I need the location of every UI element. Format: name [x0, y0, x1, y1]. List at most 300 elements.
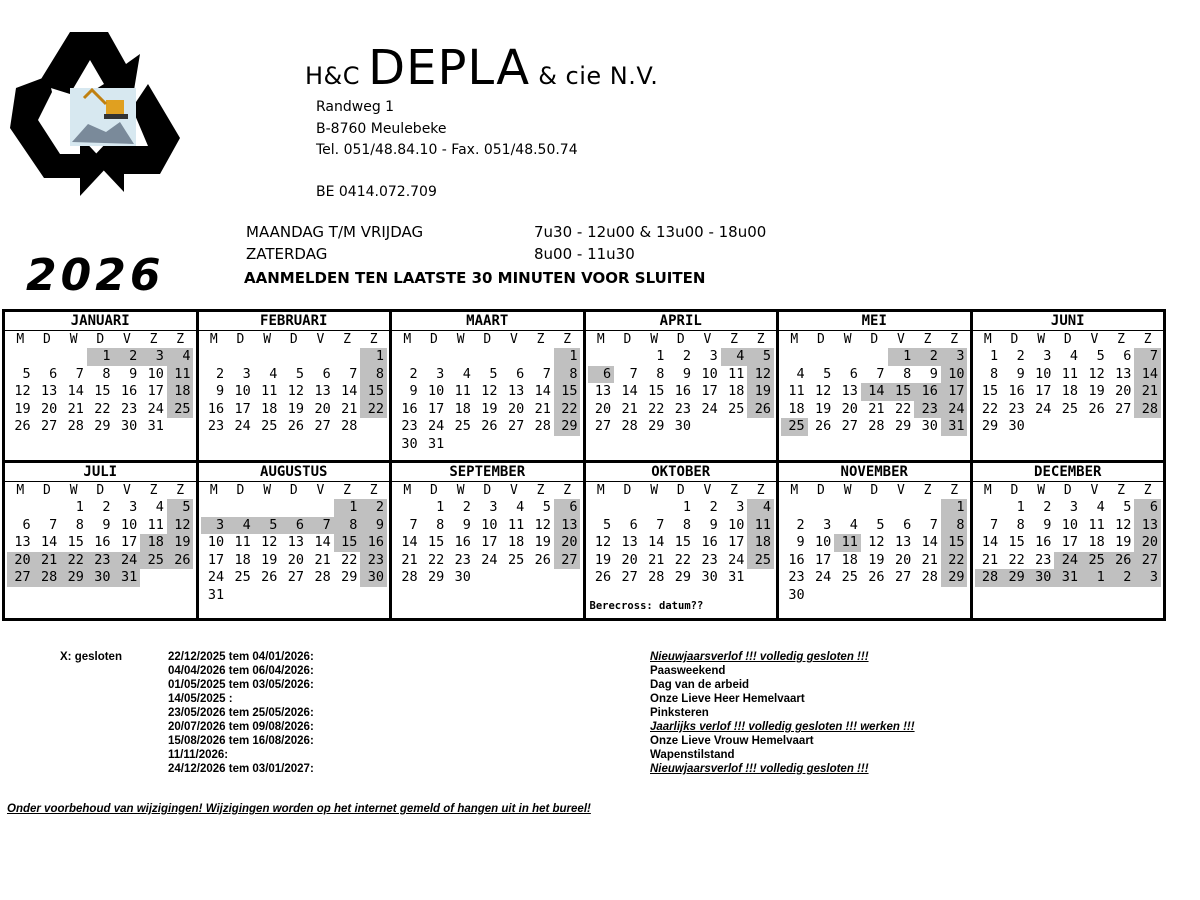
day: 16 — [401, 400, 418, 417]
legend-event: Pinksteren — [650, 707, 709, 719]
day-closed: 1 — [554, 348, 581, 366]
day: 1 — [75, 499, 84, 515]
empty-day — [334, 348, 361, 366]
legend-dates: 15/08/2026 tem 16/08/2026: — [168, 735, 314, 747]
empty-day — [34, 348, 61, 366]
day-closed: 18 — [167, 383, 194, 401]
legend-event: Nieuwjaarsverlof !!! volledig gesloten !!! — [650, 651, 869, 663]
day: 5 — [1096, 348, 1105, 364]
weekday-header: W — [456, 332, 465, 347]
weekday-header: Z — [149, 332, 158, 347]
day: 4 — [155, 499, 164, 515]
day: 1 — [990, 348, 999, 364]
day-closed: 17 — [941, 383, 968, 401]
day: 29 — [894, 418, 912, 434]
day: 22 — [648, 400, 665, 417]
month-name: NOVEMBER — [779, 463, 970, 482]
company-name-main: DEPLA — [368, 40, 531, 96]
day: 16 — [94, 534, 111, 550]
weekday-header: D — [289, 332, 298, 347]
day: 19 — [14, 400, 31, 417]
weekday-header: D — [430, 332, 438, 347]
weekday-header: Z — [369, 483, 378, 498]
address-city: B-8760 Meulebeke — [316, 121, 447, 137]
day: 3 — [1043, 348, 1052, 364]
day: 16 — [701, 534, 718, 550]
day: 26 — [1088, 400, 1105, 417]
day: 22 — [894, 400, 912, 417]
day: 8 — [903, 365, 912, 382]
day: 12 — [14, 383, 31, 399]
empty-day — [280, 348, 307, 366]
weekday-header: D — [1010, 483, 1019, 498]
weekday-header: Z — [149, 483, 158, 498]
day-closed: 2 — [114, 348, 141, 366]
day: 28 — [341, 418, 358, 434]
day-closed: 20 — [1134, 534, 1161, 552]
weekday-header: M — [596, 483, 605, 498]
registration-notice: AANMELDEN TEN LAATSTE 30 MINUTEN VOOR SLUITEN — [244, 269, 706, 287]
day-closed: 5 — [254, 517, 281, 535]
day: 2 — [796, 516, 805, 533]
day-closed: 18 — [140, 534, 167, 552]
day: 29 — [341, 569, 358, 585]
day: 2 — [1016, 348, 1025, 364]
day: 10 — [147, 365, 164, 382]
day: 4 — [462, 365, 471, 382]
day-closed: 4 — [227, 517, 254, 535]
empty-day — [641, 499, 668, 517]
legend-event: Dag van de arbeid — [650, 679, 750, 691]
day: 11 — [728, 365, 745, 382]
day: 22 — [674, 551, 692, 568]
day: 26 — [815, 418, 832, 434]
day: 3 — [242, 365, 251, 382]
day: 17 — [428, 400, 445, 417]
day-closed: 19 — [167, 534, 194, 552]
day: 7 — [49, 516, 58, 533]
day-closed: 11 — [167, 366, 194, 384]
day: 21 — [341, 400, 358, 417]
day: 18 — [841, 551, 858, 568]
day: 5 — [1123, 499, 1132, 515]
day: 31 — [428, 435, 445, 452]
day: 21 — [921, 551, 938, 568]
legend-dates: 01/05/2025 tem 03/05/2026: — [168, 679, 314, 691]
day-closed: 1 — [941, 499, 968, 517]
weekday-header: Z — [923, 332, 932, 347]
day: 28 — [621, 418, 638, 434]
day: 16 — [788, 551, 805, 568]
day: 21 — [981, 551, 999, 568]
day: 10 — [1035, 365, 1052, 382]
month-april — [586, 312, 777, 460]
day: 3 — [823, 516, 832, 533]
day-closed: 1 — [334, 499, 361, 517]
legend-dates: 04/04/2026 tem 06/04/2026: — [168, 665, 314, 677]
day: 27 — [594, 418, 612, 434]
day: 2 — [709, 499, 718, 515]
day: 22 — [341, 551, 358, 568]
day-closed: 25 — [747, 552, 774, 570]
day: 6 — [1123, 348, 1132, 364]
weekday-header: V — [703, 483, 712, 498]
empty-day — [394, 348, 421, 366]
empty-day — [7, 499, 34, 517]
weekday-header: Z — [923, 483, 932, 498]
legend-dates: 23/05/2026 tem 25/05/2026: — [168, 707, 314, 719]
day: 26 — [594, 569, 612, 585]
empty-day — [254, 348, 281, 366]
day: 26 — [14, 418, 31, 434]
weekday-header: D — [430, 483, 438, 498]
day: 7 — [75, 365, 84, 382]
day: 18 — [261, 400, 278, 417]
empty-day — [808, 499, 835, 517]
day-closed: 6 — [588, 366, 615, 384]
day: 25 — [728, 400, 745, 417]
day: 10 — [815, 534, 832, 550]
empty-day — [227, 348, 254, 366]
day: 23 — [1035, 551, 1052, 568]
day-closed: 6 — [1134, 499, 1161, 517]
day-closed: 14 — [1134, 366, 1161, 384]
month-name: OKTOBER — [586, 463, 777, 482]
day-closed: 29 — [941, 569, 968, 587]
day-closed: 15 — [941, 534, 968, 552]
day: 6 — [629, 516, 638, 533]
weekday-header: Z — [756, 483, 765, 498]
day: 14 — [981, 534, 999, 550]
day: 3 — [1069, 499, 1079, 515]
month-name: JANUARI — [5, 312, 196, 331]
weekday-header: V — [316, 332, 325, 347]
day: 2 — [216, 365, 225, 382]
day: 22 — [981, 400, 999, 417]
day: 27 — [314, 418, 331, 434]
day: 14 — [921, 534, 938, 550]
day-closed: 3 — [140, 348, 167, 366]
month-name: MAART — [392, 312, 583, 331]
day: 30 — [120, 418, 138, 434]
weekday-header: V — [1090, 332, 1099, 347]
day: 12 — [815, 383, 832, 399]
day: 19 — [594, 551, 612, 568]
day-closed: 2 — [914, 348, 941, 366]
day-closed: 29 — [1001, 569, 1028, 587]
day: 20 — [894, 551, 912, 568]
day: 14 — [621, 383, 638, 399]
month-name: JUNI — [973, 312, 1164, 331]
day: 15 — [648, 383, 665, 399]
day: 8 — [1016, 516, 1025, 533]
day: 23 — [1008, 400, 1025, 417]
month-grid — [586, 331, 777, 436]
day-closed: 26 — [167, 552, 194, 570]
day-closed: 28 — [34, 569, 61, 587]
empty-day — [421, 348, 448, 366]
day: 13 — [314, 383, 331, 399]
day-closed: 21 — [34, 552, 61, 570]
empty-day — [474, 348, 501, 366]
day: 6 — [849, 365, 858, 382]
day-closed: 26 — [747, 401, 774, 419]
day: 17 — [1061, 534, 1079, 550]
hours-label: MAANDAG T/M VRIJDAG — [246, 223, 424, 241]
month-maart — [392, 312, 583, 460]
empty-day — [394, 499, 421, 517]
day: 9 — [102, 516, 111, 533]
weekday-header: D — [483, 332, 492, 347]
weekday-header: W — [843, 332, 852, 347]
weekday-header: M — [596, 332, 605, 347]
day: 20 — [1115, 383, 1132, 399]
day: 16 — [207, 400, 225, 417]
weekday-header: D — [817, 332, 825, 347]
day-closed: 13 — [554, 517, 581, 535]
day: 23 — [701, 551, 718, 568]
month-name: APRIL — [586, 312, 777, 331]
day: 14 — [534, 383, 551, 399]
day: 22 — [94, 400, 111, 417]
day: 12 — [868, 534, 885, 550]
day: 30 — [401, 435, 418, 452]
weekday-header: Z — [756, 332, 765, 347]
day: 20 — [314, 400, 331, 417]
day: 17 — [728, 534, 745, 550]
day-closed: 12 — [167, 517, 194, 535]
day-closed-next-year: 2 — [1108, 569, 1135, 587]
hours-label: ZATERDAG — [246, 245, 328, 263]
empty-day — [34, 499, 61, 517]
day: 26 — [481, 418, 498, 434]
month-grid — [586, 482, 777, 587]
day: 8 — [656, 365, 665, 382]
day: 27 — [621, 569, 638, 585]
weekday-header: D — [870, 483, 879, 498]
day: 17 — [701, 383, 718, 399]
day: 27 — [1115, 400, 1132, 417]
month-grid — [392, 331, 583, 453]
weekday-header: Z — [563, 332, 572, 347]
day: 11 — [234, 534, 251, 550]
day-closed: 29 — [60, 569, 87, 587]
day-closed: 9 — [360, 517, 387, 535]
day: 19 — [1088, 383, 1105, 399]
empty-day — [888, 499, 915, 517]
day: 7 — [656, 516, 665, 533]
day-closed: 31 — [1054, 569, 1081, 587]
day: 20 — [287, 551, 305, 568]
day: 12 — [1088, 365, 1105, 382]
day: 18 — [1088, 534, 1105, 550]
day: 31 — [147, 418, 164, 434]
day: 20 — [621, 551, 638, 568]
month-december — [973, 463, 1164, 618]
day-closed: 8 — [941, 517, 968, 535]
legend-dates: 11/11/2026: — [168, 749, 229, 761]
day: 20 — [41, 400, 58, 417]
day-closed: 24 — [1054, 552, 1081, 570]
day-closed: 20 — [7, 552, 34, 570]
weekday-header: D — [96, 332, 105, 347]
day-closed: 22 — [60, 552, 87, 570]
weekday-header: W — [69, 332, 78, 347]
day: 21 — [314, 551, 331, 568]
weekday-header: M — [16, 332, 25, 347]
day: 2 — [102, 499, 111, 515]
day: 11 — [1061, 365, 1079, 382]
day: 8 — [102, 365, 111, 382]
day-closed: 24 — [114, 552, 141, 570]
day: 13 — [41, 383, 58, 399]
month-grid — [5, 482, 196, 587]
day-closed: 11 — [747, 517, 774, 535]
day: 19 — [481, 400, 498, 417]
day: 24 — [815, 569, 832, 585]
empty-day — [7, 348, 34, 366]
day: 9 — [682, 365, 692, 382]
day: 9 — [1016, 365, 1025, 382]
weekday-header: V — [122, 332, 131, 347]
company-prefix: H&C — [305, 62, 369, 90]
day-closed: 1 — [87, 348, 114, 366]
day-closed: 1 — [888, 348, 915, 366]
day-closed: 31 — [114, 569, 141, 587]
day: 9 — [709, 516, 718, 533]
day-closed: 23 — [914, 401, 941, 419]
day: 21 — [868, 400, 885, 417]
day: 5 — [603, 516, 612, 533]
day: 10 — [120, 516, 138, 533]
day: 28 — [67, 418, 84, 434]
day-closed: 23 — [87, 552, 114, 570]
empty-day — [914, 499, 941, 517]
month-name: FEBRUARI — [199, 312, 390, 331]
day: 10 — [481, 516, 498, 533]
day-closed: 8 — [334, 517, 361, 535]
day: 30 — [921, 418, 938, 434]
weekday-header: D — [236, 332, 245, 347]
day: 12 — [261, 534, 278, 550]
day: 6 — [22, 516, 31, 533]
day: 13 — [894, 534, 912, 550]
empty-day — [527, 348, 554, 366]
day: 7 — [990, 516, 999, 533]
empty-day — [307, 499, 334, 517]
weekday-header: M — [209, 483, 218, 498]
day: 18 — [454, 400, 471, 417]
day: 11 — [507, 516, 525, 533]
month-name: JULI — [5, 463, 196, 482]
weekday-header: D — [1010, 332, 1019, 347]
weekday-header: Z — [343, 332, 351, 347]
weekday-header: M — [790, 483, 799, 498]
month-juni — [973, 312, 1164, 460]
weekday-header: D — [676, 332, 685, 347]
day: 19 — [1115, 534, 1132, 550]
day: 15 — [67, 534, 84, 550]
day: 9 — [796, 534, 805, 550]
day: 2 — [1043, 499, 1052, 515]
day: 20 — [841, 400, 858, 417]
empty-day — [227, 499, 254, 517]
day-closed: 11 — [834, 534, 861, 552]
weekday-header: V — [703, 332, 712, 347]
day: 2 — [409, 365, 418, 382]
weekday-header: V — [509, 332, 518, 347]
day: 18 — [507, 534, 525, 550]
day: 19 — [815, 400, 832, 417]
day: 21 — [67, 400, 84, 417]
day: 24 — [701, 400, 718, 417]
day: 21 — [648, 551, 665, 568]
day: 28 — [921, 569, 938, 585]
day: 30 — [674, 418, 692, 434]
day: 28 — [868, 418, 885, 434]
company-suffix: & cie N.V. — [530, 62, 659, 90]
day: 18 — [788, 400, 805, 417]
day: 16 — [674, 383, 692, 399]
month-grid — [392, 482, 583, 587]
empty-day — [254, 499, 281, 517]
day: 6 — [516, 365, 525, 382]
weekday-header: D — [676, 483, 685, 498]
day: 27 — [41, 418, 58, 434]
day-closed: 25 — [140, 552, 167, 570]
day-closed: 12 — [747, 366, 774, 384]
empty-day — [588, 499, 615, 517]
empty-day — [60, 348, 87, 366]
day: 10 — [701, 365, 718, 382]
day: 5 — [876, 516, 885, 533]
day: 29 — [648, 418, 665, 434]
weekday-header: M — [790, 332, 799, 347]
day: 24 — [728, 551, 745, 568]
day: 29 — [94, 418, 111, 434]
day-closed: 5 — [747, 348, 774, 366]
day: 24 — [428, 418, 445, 434]
day: 17 — [207, 551, 225, 568]
day-closed: 10 — [941, 366, 968, 384]
weekday-header: Z — [563, 483, 572, 498]
day: 18 — [234, 551, 251, 568]
day: 7 — [542, 365, 551, 382]
day: 3 — [709, 348, 718, 364]
day: 31 — [207, 586, 225, 603]
day-closed-next-year: 1 — [1081, 569, 1108, 587]
day-closed: 31 — [941, 418, 968, 436]
weekday-header: Z — [343, 483, 351, 498]
day-closed: 28 — [975, 569, 1002, 587]
legend-key: X: gesloten — [60, 651, 122, 663]
day: 5 — [823, 365, 832, 382]
day-closed: 18 — [747, 534, 774, 552]
day: 13 — [287, 534, 305, 550]
day: 11 — [454, 383, 471, 399]
day-closed: 15 — [888, 383, 915, 401]
day: 29 — [674, 569, 692, 585]
day: 3 — [129, 499, 138, 515]
day: 16 — [120, 383, 138, 399]
weekday-header: W — [263, 483, 272, 498]
day-closed: 6 — [554, 499, 581, 517]
weekday-header: W — [843, 483, 852, 498]
month-grid — [199, 482, 390, 604]
day: 23 — [207, 418, 225, 434]
day: 6 — [49, 365, 58, 382]
day-closed: 28 — [1134, 401, 1161, 419]
